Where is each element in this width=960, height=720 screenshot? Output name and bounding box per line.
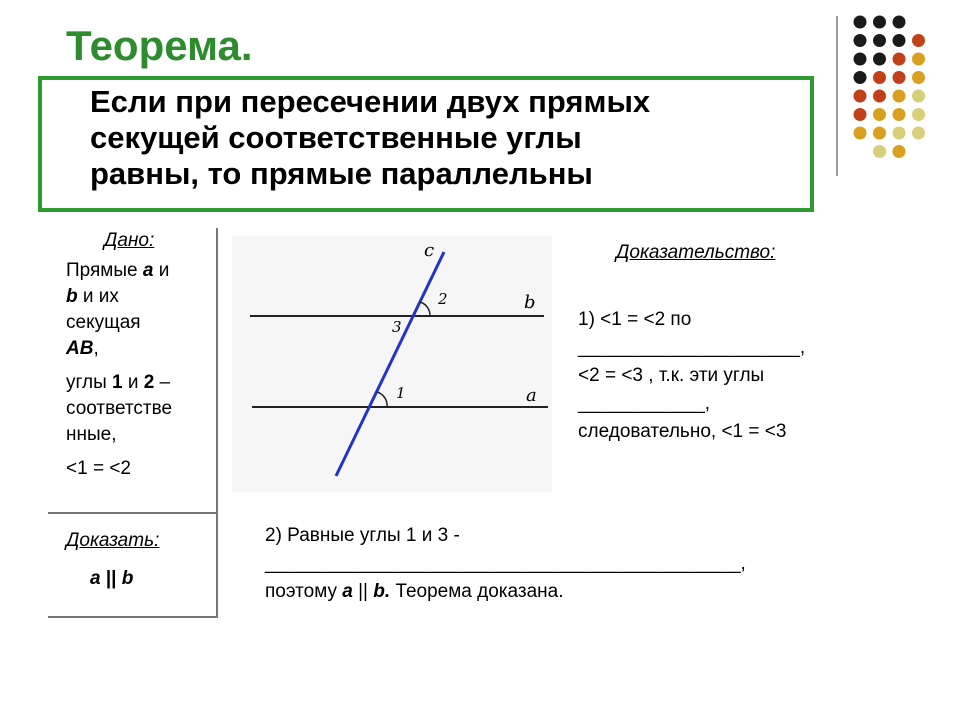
proof-line: 1) <1 = <2 по — [578, 309, 692, 330]
decor-dot — [893, 145, 906, 158]
conclusion-text: Теорема доказана. — [390, 581, 564, 602]
proof-line: <2 = <3 , т.к. эти углы — [578, 365, 765, 386]
decor-dot — [873, 53, 886, 66]
decor-dot — [854, 127, 867, 140]
given-text-part: и — [153, 260, 170, 281]
angle-number: 1 — [112, 372, 123, 393]
decor-dot — [873, 108, 886, 121]
line-name-b: b. — [373, 581, 391, 602]
label-angle-1: 1 — [396, 384, 406, 402]
decor-dot — [912, 127, 925, 140]
label-angle-3: 3 — [392, 318, 402, 336]
figure-background — [232, 236, 552, 492]
line-name-a: а — [342, 581, 353, 602]
decor-dot — [912, 71, 925, 84]
decor-dot — [854, 90, 867, 103]
decor-dot — [893, 71, 906, 84]
proof-blank: _____________________________________________, — [265, 553, 746, 574]
theorem-line: секущей соответственные углы — [90, 120, 582, 155]
proof-line: следовательно, <1 = <3 — [578, 421, 787, 442]
given-text-part: секущая — [66, 312, 141, 333]
proof-blank: _____________________, — [578, 337, 806, 358]
decor-dot — [893, 53, 906, 66]
decor-dot — [854, 16, 867, 29]
angle-number: 2 — [143, 372, 155, 393]
given-text — [66, 258, 172, 490]
theorem-text — [90, 84, 810, 192]
theorem-line: равны, то прямые параллельны — [90, 156, 593, 191]
proof-step-2 — [265, 522, 746, 606]
decor-dot — [873, 127, 886, 140]
slide-title: Теорема. — [66, 22, 253, 69]
decor-dot — [873, 16, 886, 29]
given-text-part: углы — [66, 372, 113, 393]
given-panel — [48, 228, 218, 618]
line-name-a: а — [142, 260, 154, 281]
parallel-sign: || — [100, 568, 122, 589]
proof-conclusion — [265, 578, 746, 606]
decor-dot — [854, 71, 867, 84]
decor-dot — [912, 34, 925, 47]
given-text-part: – — [154, 372, 171, 393]
given-separator — [48, 512, 216, 514]
proof-heading: Доказательство: — [616, 242, 776, 263]
decor-dot — [912, 90, 925, 103]
theorem-line: Если при пересечении двух прямых — [90, 84, 651, 119]
decor-dot — [893, 16, 906, 29]
decor-dot — [873, 145, 886, 158]
decor-dot — [873, 34, 886, 47]
given-text-part: нные, — [66, 424, 117, 445]
geometry-figure — [232, 236, 552, 492]
line-name-a: а — [90, 568, 101, 589]
label-angle-2: 2 — [438, 290, 448, 308]
secant-name: АВ — [66, 338, 94, 359]
proof-line: 2) Равные углы 1 и 3 - — [265, 525, 460, 546]
proof-step-1 — [578, 306, 805, 446]
label-a: a — [526, 385, 537, 406]
given-condition: <1 = <2 — [66, 458, 131, 479]
decor-dot — [893, 90, 906, 103]
proof-blank: ____________, — [578, 393, 711, 414]
prove-statement — [90, 568, 133, 590]
given-text-part: соответстве — [66, 398, 173, 419]
label-b: b — [524, 292, 536, 313]
prove-heading: Доказать: — [66, 530, 160, 551]
decor-dots — [850, 12, 950, 162]
decor-dot — [873, 71, 886, 84]
theorem-box — [38, 76, 814, 212]
conclusion-text: поэтому — [265, 581, 343, 602]
label-c: c — [424, 240, 435, 261]
given-text-part: и — [122, 372, 144, 393]
decor-dot — [854, 34, 867, 47]
decor-dot — [893, 108, 906, 121]
decor-divider — [836, 16, 838, 176]
line-name-b: b — [66, 286, 78, 307]
decor-dot — [912, 53, 925, 66]
parallel-sign: || — [352, 581, 374, 602]
decor-dot — [893, 34, 906, 47]
decor-dot — [854, 108, 867, 121]
decor-dot — [893, 127, 906, 140]
given-text-part: Прямые — [66, 260, 143, 281]
decor-dot — [873, 90, 886, 103]
given-text-part: , — [93, 338, 99, 359]
given-heading: Дано: — [104, 230, 155, 251]
decor-dot — [912, 108, 925, 121]
decor-dot — [854, 53, 867, 66]
line-name-b: b — [121, 568, 134, 589]
given-text-part: и их — [77, 286, 119, 307]
